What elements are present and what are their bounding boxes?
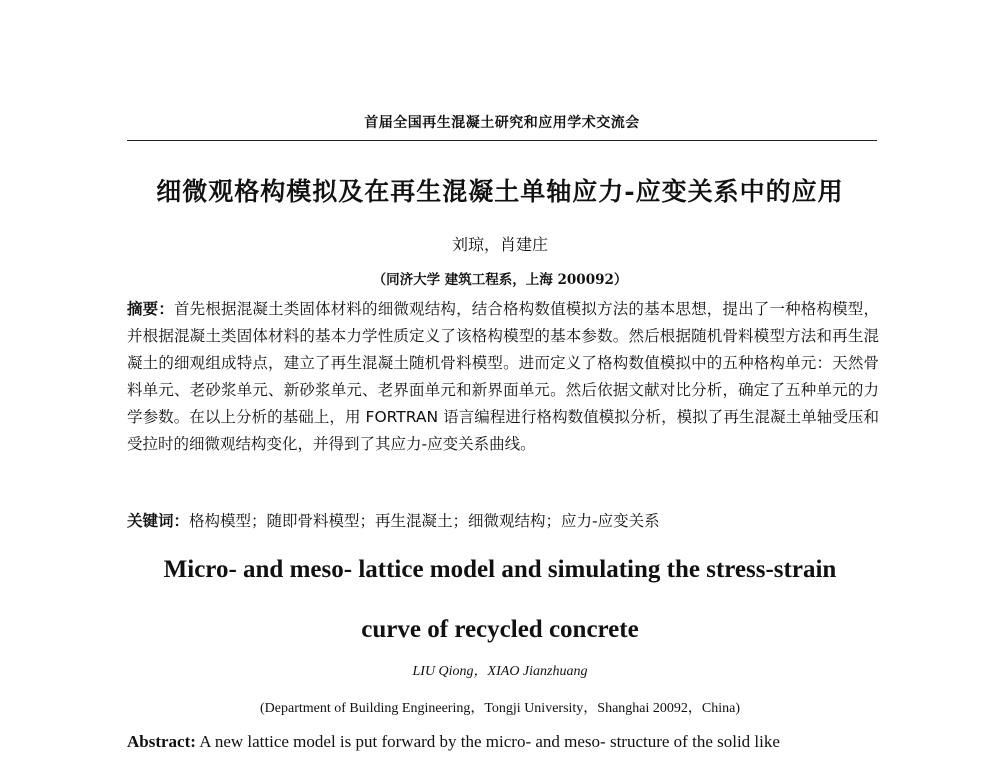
conference-header: 首届全国再生混凝土研究和应用学术交流会 (364, 115, 640, 131)
chinese-keywords-text: 格构模型；随即骨料模型；再生混凝土；细微观结构；应力-应变关系 (189, 512, 660, 530)
chinese-authors: 刘琼，肖建庄 (451, 235, 548, 254)
chinese-keywords-label: 关键词： (127, 512, 190, 530)
chinese-title: 细微观格构模拟及在再生混凝土单轴应力-应变关系中的应用 (156, 177, 844, 206)
header-divider (127, 140, 877, 141)
english-title-line-1: Micro- and meso- lattice model and simulating the stress-strain (163, 556, 837, 583)
english-abstract (127, 729, 879, 755)
chinese-keywords (127, 508, 879, 535)
chinese-abstract-text: 首先根据混凝土类固体材料的细微观结构，结合格构数值模拟方法的基本思想，提出了一种格构模型，并根据混凝土类固体材料的基本力学性质定义了该格构模型的基本参数。然后根据随机骨料模型方法和再生混凝土的细观组成特点，建立了再生混凝土随机骨料模型。进而定义了格构数值模拟中的五种格构单元：天然骨料单元、老砂浆单元、新砂浆单元、老界面单元和新界面单元。然后依据文献对比分析，确定了五种单元的力学参数。在以上分析的基础上，用 FORTRAN 语言编程进行格构数值模拟分析，模拟了再生混凝土单轴受压和受拉时的细微观结构变化，并得到了其应力-应变关系曲线。 (127, 300, 879, 453)
english-affiliation: (Department of Building Engineering，Tongji University，Shanghai 20092，China) (260, 701, 740, 716)
chinese-abstract (127, 296, 879, 458)
english-abstract-label: Abstract: (127, 732, 196, 751)
english-authors: LIU Qiong，XIAO Jianzhuang (412, 664, 588, 679)
chinese-affiliation: （同济大学 建筑工程系，上海 200092） (372, 272, 628, 288)
chinese-abstract-label: 摘要： (127, 300, 175, 318)
english-abstract-text: A new lattice model is put forward by the micro- and meso- structure of the solid like (199, 732, 780, 751)
english-title (60, 540, 940, 660)
english-title-line-2: curve of recycled concrete (361, 616, 639, 643)
